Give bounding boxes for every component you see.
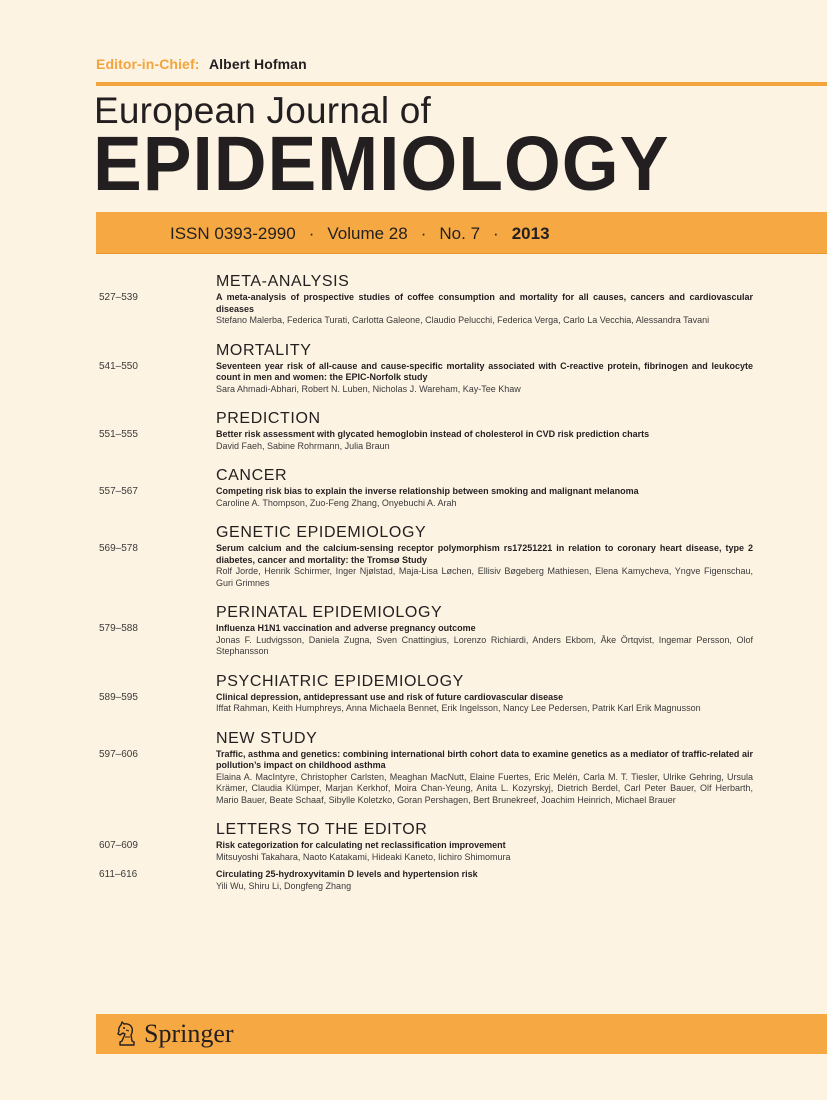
issue-info xyxy=(170,224,550,244)
article-authors: Yili Wu, Shiru Li, Dongfeng Zhang xyxy=(216,880,352,891)
page-range: 527–539 xyxy=(99,292,138,303)
article-authors: Elaina A. MacIntyre, Christopher Carlsten, Meaghan MacNutt, Elaine Fuertes, Eric Melén, Carla M. T. Tiesler, Ulrike Gehring, Ursula Krämer, Claudia Klümper, Marjan Kerkhof, Moira Chan-Yeung, Anita L. Kozyrskyj, Dietrich Berdel, Carl Peter Bauer, Olf Herbarth, Mario Bauer, Beate Schaaf, Sibylle Koletzko, Goran Pershagen, Bert Brunekreef, Joachim Heinrich, Michael Brauer xyxy=(216,771,753,805)
toc-entry[interactable] xyxy=(0,869,827,892)
article-authors: Stefano Malerba, Federica Turati, Carlotta Galeone, Claudio Pelucchi, Federica Verga, Carlo La Vecchia, Alessandra Tavani xyxy=(216,315,710,325)
toc-entry[interactable] xyxy=(0,543,827,589)
toc-section xyxy=(0,603,827,658)
toc-entry[interactable] xyxy=(0,840,827,863)
article-authors: Sara Ahmadi-Abhari, Robert N. Luben, Nicholas J. Wareham, Kay-Tee Khaw xyxy=(216,383,521,394)
article-title[interactable]: Traffic, asthma and genetics: combining international birth cohort data to examine genetics as a mediator of traffic-related air pollution’s impact on childhood asthma xyxy=(216,748,753,770)
editor-name: Albert Hofman xyxy=(208,56,307,72)
toc-section xyxy=(0,672,827,715)
issn: ISSN 0393-2990 xyxy=(170,224,296,243)
page-range: 541–550 xyxy=(99,360,138,372)
toc-entry[interactable] xyxy=(0,749,827,807)
toc-section xyxy=(0,466,827,509)
page-range: 589–595 xyxy=(99,691,138,703)
journal-title: EPIDEMIOLOGY xyxy=(93,121,670,207)
page-range: 611–616 xyxy=(99,869,138,880)
springer-chess-knight-icon xyxy=(116,1021,138,1047)
article-title[interactable]: Circulating 25-hydroxyvitamin D levels and hypertension risk xyxy=(216,869,478,879)
publisher-name: Springer xyxy=(144,1019,234,1048)
article-authors: Rolf Jorde, Henrik Schirmer, Inger Njølstad, Maja-Lisa Løchen, Ellisiv Bøgeberg Mathiesen, Elena Kamycheva, Yngve Figenschau, Guri Grimnes xyxy=(216,566,753,588)
issue-year: 2013 xyxy=(511,224,550,243)
issue-number: No. 7 xyxy=(439,224,481,243)
section-title: META-ANALYSIS xyxy=(216,273,350,290)
page-range: 597–606 xyxy=(99,748,138,760)
header-rule xyxy=(96,82,827,86)
separator: · xyxy=(493,224,499,243)
article-title[interactable]: Better risk assessment with glycated hemoglobin instead of cholesterol in CVD risk prediction charts xyxy=(216,429,650,439)
editor-label: Editor-in-Chief: xyxy=(96,56,200,72)
toc-entry[interactable] xyxy=(0,361,827,396)
journal-subtitle: European Journal of xyxy=(94,90,432,131)
page-range: 557–567 xyxy=(99,486,138,497)
article-authors: Jonas F. Ludvigsson, Daniela Zugna, Sven Cnattingius, Lorenzo Richiardi, Anders Ekbom, Åke Örtqvist, Ingemar Persson, Olof Stephansson xyxy=(216,634,753,656)
article-authors: David Faeh, Sabine Rohrmann, Julia Braun xyxy=(216,440,390,451)
section-title: PSYCHIATRIC EPIDEMIOLOGY xyxy=(216,672,464,690)
publisher-logo[interactable] xyxy=(116,1019,234,1049)
page-range: 569–578 xyxy=(99,543,138,554)
article-title[interactable]: Influenza H1N1 vaccination and adverse pregnancy outcome xyxy=(216,623,476,633)
separator: · xyxy=(308,224,315,243)
article-title[interactable]: Seventeen year risk of all-cause and cause-specific mortality associated with C-reactive protein, fibrinogen and leukocyte count in men and women: the EPIC-Norfolk study xyxy=(216,360,753,382)
section-title: GENETIC EPIDEMIOLOGY xyxy=(216,524,427,541)
section-title: PERINATAL EPIDEMIOLOGY xyxy=(216,604,443,621)
article-title[interactable]: Clinical depression, antidepressant use and risk of future cardiovascular disease xyxy=(216,691,564,702)
article-title[interactable]: Risk categorization for calculating net reclassification improvement xyxy=(216,840,506,850)
page-range: 607–609 xyxy=(99,840,138,851)
editor-in-chief xyxy=(96,56,307,72)
toc-entry[interactable] xyxy=(0,623,827,658)
toc-section xyxy=(0,523,827,589)
toc-section xyxy=(0,272,827,327)
toc-entry[interactable] xyxy=(0,292,827,327)
section-title: MORTALITY xyxy=(216,341,312,359)
article-authors: Iffat Rahman, Keith Humphreys, Anna Michaela Bennet, Erik Ingelsson, Nancy Lee Pedersen, Patrik Karl Erik Magnusson xyxy=(216,703,701,713)
section-title: CANCER xyxy=(216,467,288,484)
toc-section xyxy=(0,820,827,892)
article-authors: Caroline A. Thompson, Zuo-Feng Zhang, Onyebuchi A. Arah xyxy=(216,497,457,508)
toc-entry[interactable] xyxy=(0,692,827,715)
article-title[interactable]: Serum calcium and the calcium-sensing receptor polymorphism rs17251221 in relation to coronary heart disease, type 2 diabetes, cancer and mortality: the Tromsø Study xyxy=(216,543,753,565)
toc-section xyxy=(0,409,827,452)
section-title: LETTERS TO THE EDITOR xyxy=(216,821,428,838)
article-authors: Mitsuyoshi Takahara, Naoto Katakami, Hideaki Kaneto, Iichiro Shimomura xyxy=(216,851,511,862)
article-title[interactable]: Competing risk bias to explain the inverse relationship between smoking and malignant melanoma xyxy=(216,486,639,496)
table-of-contents xyxy=(0,272,827,892)
section-title: PREDICTION xyxy=(216,410,321,427)
page-range: 579–588 xyxy=(99,623,138,634)
toc-entry[interactable] xyxy=(0,486,827,509)
toc-section xyxy=(0,729,827,807)
toc-section xyxy=(0,341,827,396)
page-range: 551–555 xyxy=(99,429,138,440)
volume: Volume 28 xyxy=(327,224,408,243)
article-title[interactable]: A meta-analysis of prospective studies of coffee consumption and mortality for all causes, cancers and cardiovascular diseases xyxy=(216,292,753,314)
section-title: NEW STUDY xyxy=(216,729,318,747)
separator: · xyxy=(420,224,427,243)
toc-entry[interactable] xyxy=(0,429,827,452)
